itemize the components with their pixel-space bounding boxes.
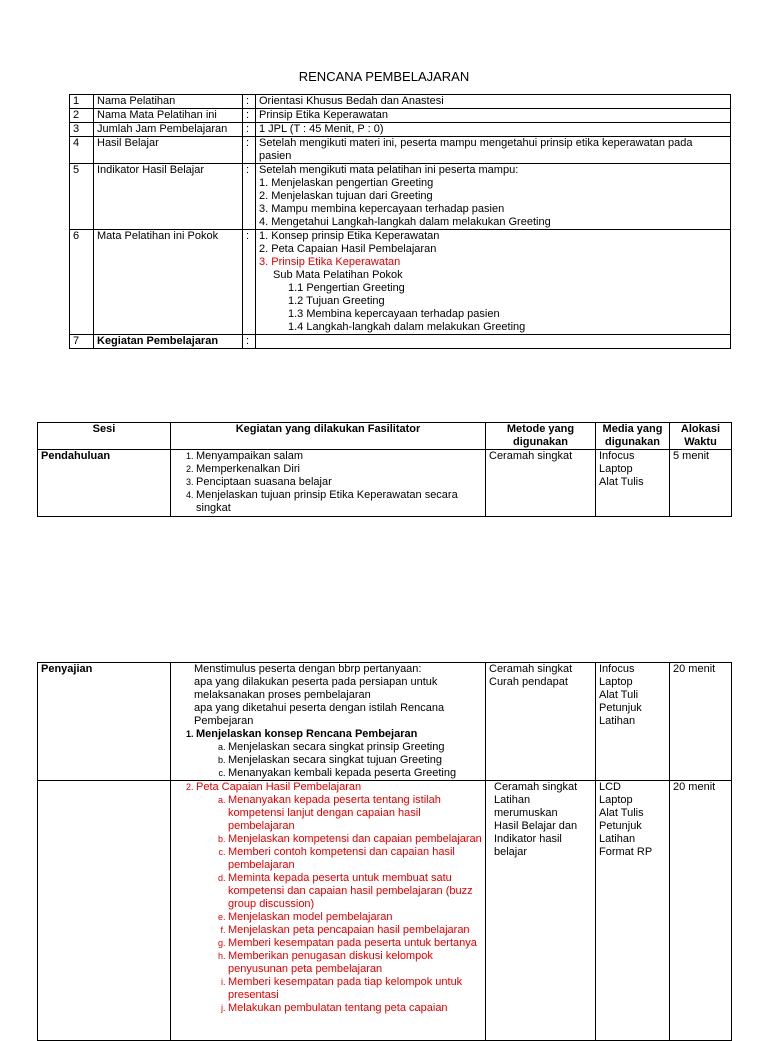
method-cell xyxy=(486,781,596,1041)
table-row xyxy=(38,450,732,517)
indicator-item: 4. Mengetahui Langkah-langkah dalam melakukan Greeting xyxy=(259,216,551,228)
list-item: 3. Penciptaan suasana belajar xyxy=(196,476,482,489)
indicator-item: 3. Mampu membina kepercayaan terhadap pasien xyxy=(259,203,505,215)
sub-list-item: a. Menjelaskan secara singkat prinsip Greeting xyxy=(228,741,482,754)
row-value: Prinsip Etika Keperawatan xyxy=(256,109,731,123)
media-item: Latihan xyxy=(599,833,636,845)
media-item: Laptop xyxy=(599,463,633,475)
topic-item: 2. Peta Capaian Hasil Pembelajaran xyxy=(259,243,437,255)
sub-topic-item: 1.1 Pengertian Greeting xyxy=(288,282,405,294)
sub-topic-title: Sub Mata Pelatihan Pokok xyxy=(273,269,403,281)
method-item: merumuskan xyxy=(494,807,558,819)
indicator-item: 1. Menjelaskan pengertian Greeting xyxy=(259,177,434,189)
method-item: Hasil Belajar dan xyxy=(494,820,578,832)
method-item: Latihan xyxy=(494,794,531,806)
header-cell: Kegiatan yang dilakukan Fasilitator xyxy=(171,423,486,450)
media-item: Petunjuk xyxy=(599,820,642,832)
session-name xyxy=(38,781,171,1041)
sub-list-item: i. Memberi kesempatan pada tiap kelompok untuk presentasi xyxy=(228,976,482,1002)
row-label: Jumlah Jam Pembelajaran xyxy=(94,123,243,137)
list-item: 1. Menyampaikan salam xyxy=(196,450,482,463)
media-cell xyxy=(596,781,670,1041)
row-value xyxy=(256,230,731,335)
list-item xyxy=(196,728,482,780)
info-row xyxy=(70,335,731,349)
header-cell: Metode yang digunakan xyxy=(486,423,596,450)
row-number: 6 xyxy=(70,230,94,335)
session-name: Penyajian xyxy=(38,663,171,781)
colon: : xyxy=(243,109,256,123)
session-table-continued xyxy=(37,662,732,1041)
colon: : xyxy=(243,95,256,109)
row-value xyxy=(256,335,731,349)
row-value: Orientasi Khusus Bedah dan Anastesi xyxy=(256,95,731,109)
method-item: belajar xyxy=(494,846,528,858)
row-number: 1 xyxy=(70,95,94,109)
row-label: Nama Pelatihan xyxy=(94,95,243,109)
sub-list-item: e. Menjelaskan model pembelajaran xyxy=(228,911,482,924)
sub-list-item: h. Memberikan penugasan diskusi kelompok penyusunan peta pembelajaran xyxy=(228,950,482,976)
row-label: Mata Pelatihan ini Pokok xyxy=(94,230,243,335)
header-row xyxy=(38,423,732,450)
page-title: RENCANA PEMBELAJARAN xyxy=(298,69,470,84)
sub-topic-item: 1.3 Membina kepercayaan terhadap pasien xyxy=(288,308,500,320)
row-label: Hasil Belajar xyxy=(94,137,243,164)
time-cell: 20 menit xyxy=(670,663,732,781)
info-row xyxy=(70,123,731,137)
table-row xyxy=(38,663,732,781)
row-number: 7 xyxy=(70,335,94,349)
method-item: Ceramah singkat xyxy=(494,781,578,793)
sub-list-item: c. Menanyakan kembali kepada peserta Greeting xyxy=(228,767,482,780)
sub-topic-item: 1.4 Langkah-langkah dalam melakukan Greeting xyxy=(288,321,526,333)
media-item: LCD xyxy=(599,781,622,793)
colon: : xyxy=(243,335,256,349)
media-cell xyxy=(596,450,670,517)
method-item: Indikator hasil xyxy=(494,833,562,845)
row-label: Nama Mata Pelatihan ini xyxy=(94,109,243,123)
info-row xyxy=(70,137,731,164)
list-item: 4. Menjelaskan tujuan prinsip Etika Keperawatan secara singkat xyxy=(196,489,482,515)
row-value xyxy=(256,164,731,230)
media-item: Alat Tuli xyxy=(599,689,639,701)
media-item: Format RP xyxy=(599,846,653,858)
method-item: Curah pendapat xyxy=(489,676,568,688)
sub-list-item: a. Menanyakan kepada peserta tentang istilah kompetensi lanjut dengan capaian hasil pembelajaran xyxy=(228,794,482,833)
info-table xyxy=(69,94,731,349)
media-item: Latihan xyxy=(599,715,636,727)
row-label: Indikator Hasil Belajar xyxy=(94,164,243,230)
media-cell xyxy=(596,663,670,781)
row-value: Setelah mengikuti materi ini, peserta mampu mengetahui prinsip etika keperawatan pada pasien xyxy=(256,137,731,164)
method-cell xyxy=(486,663,596,781)
intro-text: Menstimulus peserta dengan bbrp pertanyaan: xyxy=(194,663,422,675)
list-item xyxy=(196,781,482,1015)
sub-list-item: b. Menjelaskan secara singkat tujuan Greeting xyxy=(228,754,482,767)
header-cell: Media yang digunakan xyxy=(596,423,670,450)
indicator-intro: Setelah mengikuti mata pelatihan ini peserta mampu: xyxy=(259,164,519,176)
sub-list-item: c. Memberi contoh kompetensi dan capaian hasil pembelajaran xyxy=(228,846,482,872)
session-name: Pendahuluan xyxy=(38,450,171,517)
media-item: Laptop xyxy=(599,794,633,806)
item-title: Peta Capaian Hasil Pembelajaran xyxy=(196,781,362,793)
indicator-item: 2. Menjelaskan tujuan dari Greeting xyxy=(259,190,433,202)
media-item: Petunjuk xyxy=(599,702,642,714)
sub-topic-item: 1.2 Tujuan Greeting xyxy=(288,295,385,307)
activity-cell xyxy=(171,450,486,517)
method-item: Ceramah singkat xyxy=(489,663,573,675)
time-cell: 20 menit xyxy=(670,781,732,1041)
item-title: Menjelaskan konsep Rencana Pembejaran xyxy=(196,728,418,740)
row-number: 5 xyxy=(70,164,94,230)
intro-text: apa yang dilakukan peserta pada persiapan untuk melaksanakan proses pembelajaran xyxy=(194,676,438,701)
info-row xyxy=(70,95,731,109)
header-cell: Sesi xyxy=(38,423,171,450)
topic-item-highlighted: 3. Prinsip Etika Keperawatan xyxy=(259,256,401,268)
row-number: 4 xyxy=(70,137,94,164)
activity-cell xyxy=(171,781,486,1041)
info-row xyxy=(70,230,731,335)
media-item: Alat Tulis xyxy=(599,476,644,488)
colon: : xyxy=(243,164,256,230)
info-row xyxy=(70,109,731,123)
row-number: 3 xyxy=(70,123,94,137)
sub-list-item: d. Meminta kepada peserta untuk membuat satu kompetensi dan capaian hasil pembelajaran (buzz group discussion) xyxy=(228,872,482,911)
list-item: 2. Memperkenalkan Diri xyxy=(196,463,482,476)
row-value: 1 JPL (T : 45 Menit, P : 0) xyxy=(256,123,731,137)
method-cell: Ceramah singkat xyxy=(486,450,596,517)
time-cell: 5 menit xyxy=(670,450,732,517)
table-row xyxy=(38,781,732,1041)
info-row xyxy=(70,164,731,230)
media-item: Laptop xyxy=(599,676,633,688)
activity-cell xyxy=(171,663,486,781)
session-table xyxy=(37,422,732,517)
media-item: Infocus xyxy=(599,663,635,675)
colon: : xyxy=(243,123,256,137)
sub-list-item: g. Memberi kesempatan pada peserta untuk bertanya xyxy=(228,937,482,950)
colon: : xyxy=(243,230,256,335)
intro-text: apa yang diketahui peserta dengan istilah Rencana Pembejaran xyxy=(194,702,445,727)
sub-list-item: b. Menjelaskan kompetensi dan capaian pembelajaran xyxy=(228,833,482,846)
sub-list-item: f. Menjelaskan peta pencapaian hasil pembelajaran xyxy=(228,924,482,937)
row-label: Kegiatan Pembelajaran xyxy=(94,335,243,349)
colon: : xyxy=(243,137,256,164)
media-item: Alat Tulis xyxy=(599,807,644,819)
topic-item: 1. Konsep prinsip Etika Keperawatan xyxy=(259,230,440,242)
media-item: Infocus xyxy=(599,450,635,462)
header-cell: Alokasi Waktu xyxy=(670,423,732,450)
sub-list-item: j. Melakukan pembulatan tentang peta capaian xyxy=(228,1002,482,1015)
row-number: 2 xyxy=(70,109,94,123)
